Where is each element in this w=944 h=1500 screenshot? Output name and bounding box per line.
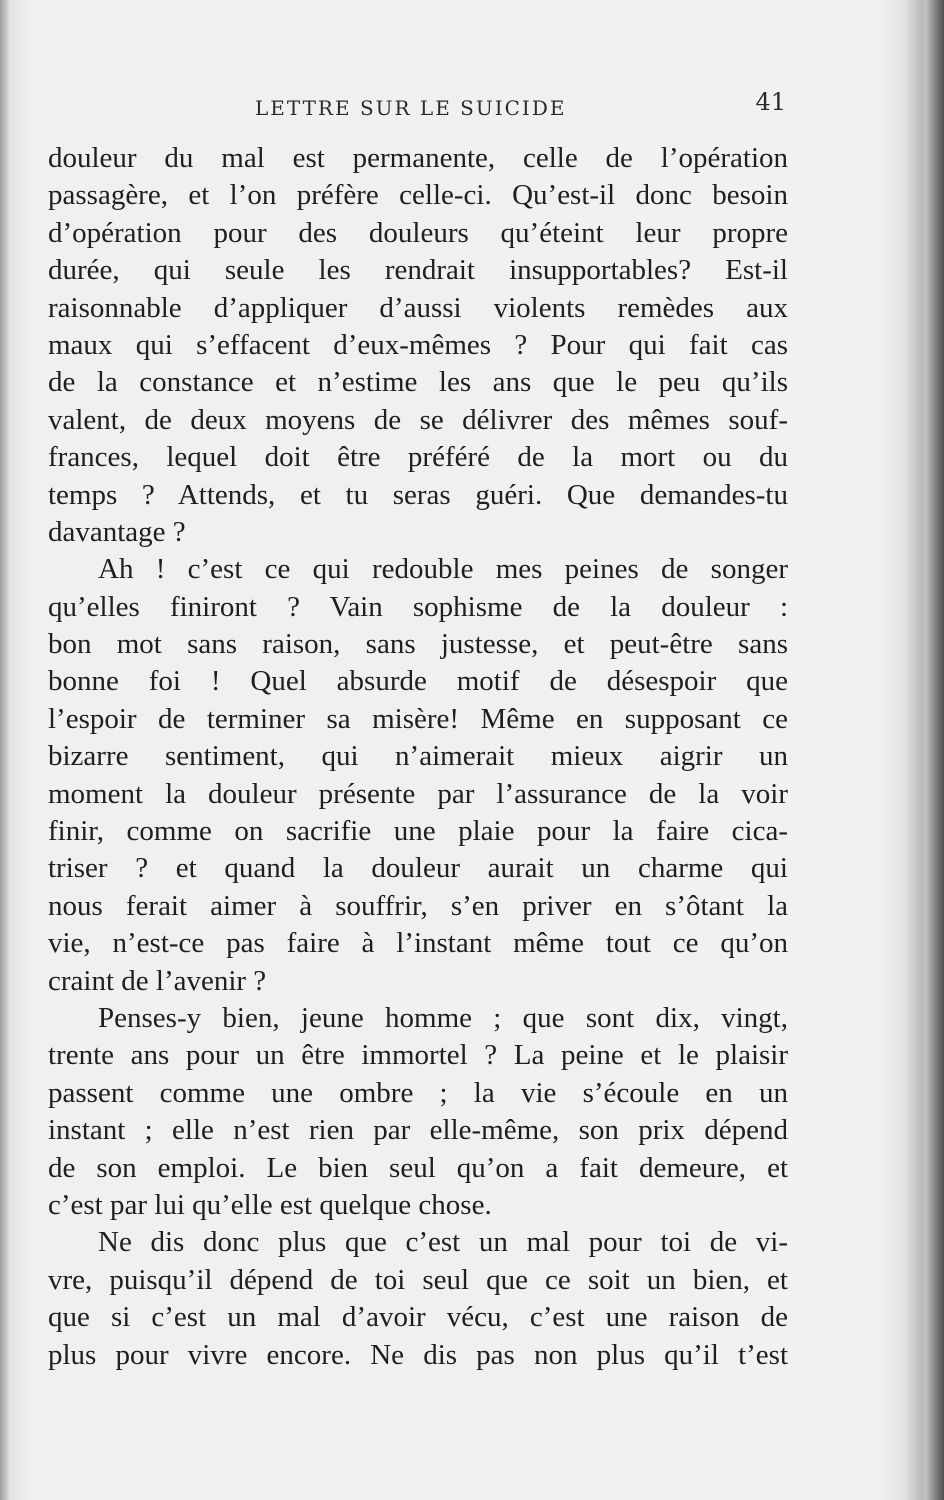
text-line: maux qui s’effacent d’eux-mêmes ? Pour qui fait cas [48, 328, 788, 361]
text-line: vre, puisqu’il dépend de toi seul que ce soit un bien, et [48, 1263, 788, 1296]
text-line: davantage ? [48, 515, 186, 548]
page-number: 41 [755, 88, 786, 116]
text-line: frances, lequel doit être préféré de la mort ou du [48, 441, 788, 474]
text-line: durée, qui seule les rendrait insupportables? Est-il [48, 254, 788, 287]
text-line: bon mot sans raison, sans justesse, et peut-être sans [48, 628, 788, 661]
text-line: bizarre sentiment, qui n’aimerait mieux aigrir un [48, 740, 788, 773]
text-line: de son emploi. Le bien seul qu’on a fait demeure, et [48, 1151, 788, 1184]
text-line: finir, comme on sacrifie une plaie pour la faire cica- [48, 815, 788, 848]
text-line: Penses-y bien, jeune homme ; que sont dix, vingt, [98, 1001, 788, 1034]
text-line: plus pour vivre encore. Ne dis pas non plus qu’il t’est [48, 1338, 788, 1371]
text-line: passent comme une ombre ; la vie s’écoule en un [48, 1076, 788, 1109]
body-text [48, 140, 788, 1374]
text-line: que si c’est un mal d’avoir vécu, c’est une raison de [48, 1301, 788, 1334]
text-line: triser ? et quand la douleur aurait un charme qui [48, 852, 788, 885]
page-header [48, 88, 788, 128]
text-line: temps ? Attends, et tu seras guéri. Que demandes-tu [48, 478, 788, 511]
text-line: Ne dis donc plus que c’est un mal pour toi de vi- [98, 1226, 788, 1259]
text-line: douleur du mal est permanente, celle de l’opération [48, 142, 788, 174]
text-line: l’espoir de terminer sa misère! Même en supposant ce [48, 702, 788, 735]
page-right-edge [918, 0, 944, 1500]
text-line: nous ferait aimer à souffrir, s’en priver en s’ôtant la [48, 889, 788, 922]
text-line: bonne foi ! Quel absurde motif de désespoir que [48, 665, 788, 698]
text-line: passagère, et l’on préfère celle-ci. Qu’est-il donc besoin [48, 179, 788, 212]
text-line: valent, de deux moyens de se délivrer des mêmes souf- [48, 403, 788, 436]
text-line: trente ans pour un être immortel ? La peine et le plaisir [48, 1039, 788, 1072]
text-line: Ah ! c’est ce qui redouble mes peines de songer [98, 553, 788, 586]
text-line: raisonnable d’appliquer d’aussi violents remèdes aux [48, 291, 788, 324]
running-title: LETTRE SUR LE SUICIDE [255, 96, 567, 120]
text-line: moment la douleur présente par l’assurance de la voir [48, 777, 788, 810]
text-line: qu’elles finiront ? Vain sophisme de la douleur : [48, 590, 788, 623]
text-line: d’opération pour des douleurs qu’éteint leur propre [48, 216, 788, 249]
text-line: instant ; elle n’est rien par elle-même, son prix dépend [48, 1114, 788, 1147]
text-line: c’est par lui qu’elle est quelque chose. [48, 1188, 492, 1221]
text-line: vie, n’est-ce pas faire à l’instant même tout ce qu’on [48, 927, 788, 960]
text-line: craint de l’avenir ? [48, 964, 267, 997]
text-line: de la constance et n’estime les ans que le peu qu’ils [48, 366, 788, 399]
page-left-shadow [0, 0, 10, 1500]
